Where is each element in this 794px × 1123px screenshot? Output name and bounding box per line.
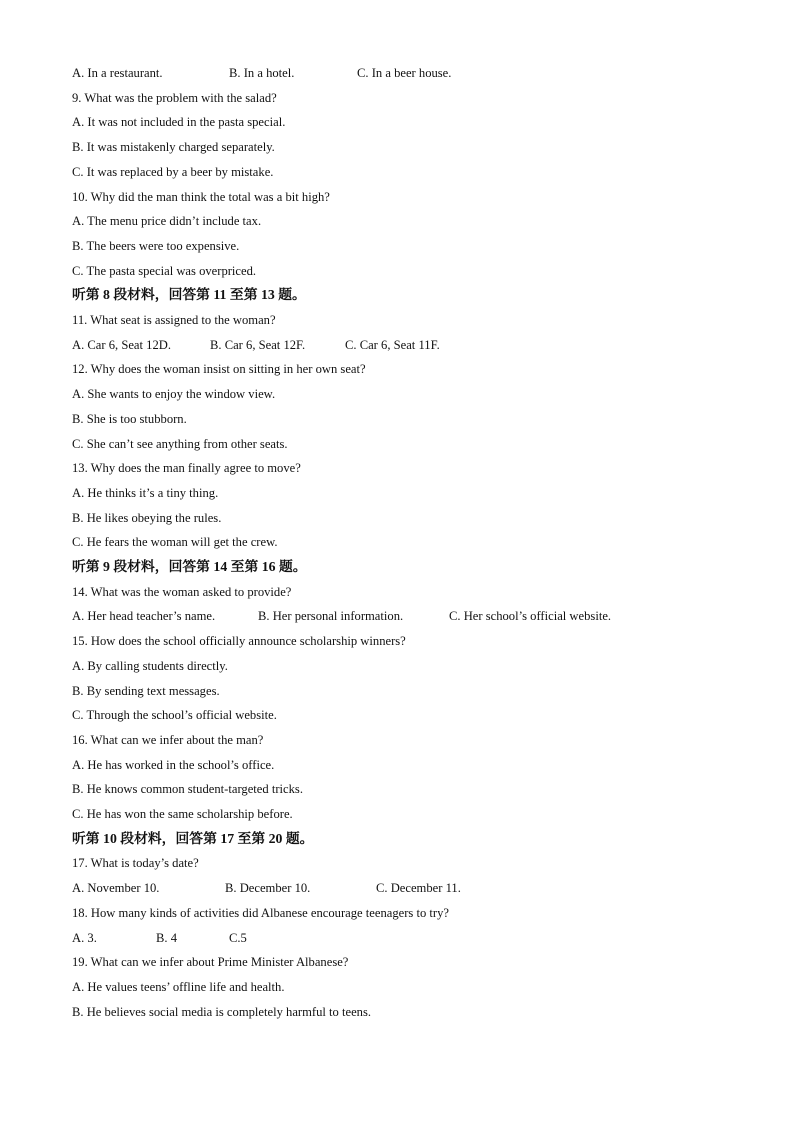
q8-option-c: C. In a beer house. [357,66,452,80]
section-8-heading: 听第 8 段材料，回答第 11 至第 13 题。 [72,287,306,302]
q14-option-c: C. Her school’s official website. [449,609,612,623]
q19-option-a: A. He values teens’ offline life and health. [72,980,285,994]
q14-option-a: A. Her head teacher’s name. [72,609,216,623]
question-17: 17. What is today’s date? [72,856,199,870]
section-9-heading: 听第 9 段材料，回答第 14 至第 16 题。 [72,559,307,574]
question-14: 14. What was the woman asked to provide? [72,585,292,599]
q15-option-c: C. Through the school’s official website. [72,708,277,722]
q18-option-a: A. 3. [72,931,97,945]
q11-option-b: B. Car 6, Seat 12F. [210,338,306,352]
q12-option-a: A. She wants to enjoy the window view. [72,387,276,401]
q17-option-c: C. December 11. [376,881,461,895]
question-11: 11. What seat is assigned to the woman? [72,313,276,327]
section-10-heading: 听第 10 段材料，回答第 17 至第 20 题。 [72,831,314,846]
q15-option-b: B. By sending text messages. [72,684,220,698]
q18-option-c: C.5 [229,931,247,945]
q15-option-a: A. By calling students directly. [72,659,228,673]
question-19: 19. What can we infer about Prime Minister Albanese? [72,955,349,969]
q17-option-a: A. November 10. [72,881,160,895]
question-10: 10. Why did the man think the total was a bit high? [72,190,330,204]
q9-option-c: C. It was replaced by a beer by mistake. [72,165,274,179]
question-15: 15. How does the school officially announce scholarship winners? [72,634,406,648]
q13-option-a: A. He thinks it’s a tiny thing. [72,486,219,500]
q12-option-c: C. She can’t see anything from other seats. [72,437,288,451]
q18-option-b: B. 4 [156,931,177,945]
q9-option-b: B. It was mistakenly charged separately. [72,140,275,154]
q13-option-c: C. He fears the woman will get the crew. [72,535,278,549]
q10-option-a: A. The menu price didn’t include tax. [72,214,262,228]
q14-option-b: B. Her personal information. [258,609,404,623]
q17-option-b: B. December 10. [225,881,311,895]
q13-option-b: B. He likes obeying the rules. [72,511,222,525]
q11-option-c: C. Car 6, Seat 11F. [345,338,440,352]
q16-option-c: C. He has won the same scholarship before. [72,807,293,821]
q11-option-a: A. Car 6, Seat 12D. [72,338,171,352]
q12-option-b: B. She is too stubborn. [72,412,187,426]
question-16: 16. What can we infer about the man? [72,733,264,747]
q10-option-b: B. The beers were too expensive. [72,239,240,253]
q9-option-a: A. It was not included in the pasta special. [72,115,286,129]
question-9: 9. What was the problem with the salad? [72,91,277,105]
q16-option-b: B. He knows common student-targeted tricks. [72,782,303,796]
q8-option-a: A. In a restaurant. [72,66,163,80]
question-13: 13. Why does the man finally agree to move? [72,461,301,475]
q16-option-a: A. He has worked in the school’s office. [72,758,275,772]
question-18: 18. How many kinds of activities did Albanese encourage teenagers to try? [72,906,450,920]
q10-option-c: C. The pasta special was overpriced. [72,264,257,278]
question-12: 12. Why does the woman insist on sitting in her own seat? [72,362,366,376]
q8-option-b: B. In a hotel. [229,66,295,80]
q19-option-b: B. He believes social media is completely harmful to teens. [72,1005,372,1019]
